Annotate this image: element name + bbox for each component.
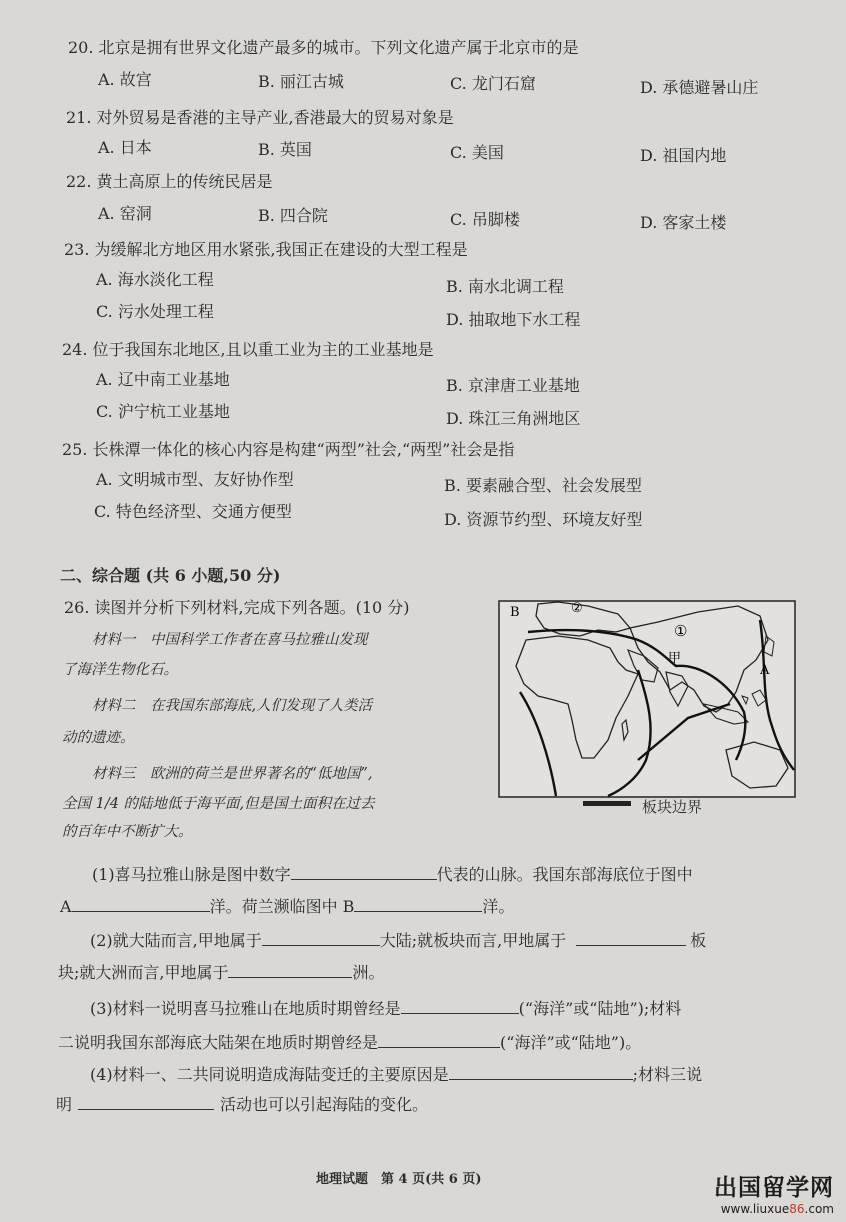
subq-2-text-c: 板 xyxy=(690,931,707,950)
watermark-url xyxy=(714,1202,834,1216)
question-23-stem: 23. 为缓解北方地区用水紧张,我国正在建设的大型工程是 xyxy=(64,240,468,259)
question-25-stem: 25. 长株潭一体化的核心内容是构建“两型”社会,“两型”社会是指 xyxy=(62,440,515,459)
q22-option-d: D. 客家土楼 xyxy=(640,213,727,232)
subq-3-text-b: (“海洋”或“陆地”);材料 xyxy=(518,999,682,1018)
subq-3-text-d: (“海洋”或“陆地”)。 xyxy=(500,1033,642,1052)
answer-blank-3[interactable] xyxy=(354,896,482,912)
subq-2-text-d: 块;就大洲而言,甲地属于 xyxy=(58,963,229,982)
q20-option-b: B. 丽江古城 xyxy=(258,72,344,91)
plate-boundary-map xyxy=(498,600,796,798)
subq-1-text-c: A xyxy=(60,897,72,916)
material-3-line-3: 的百年中不断扩大。 xyxy=(62,824,193,840)
subq-4-text-b: ;材料三说 xyxy=(632,1065,703,1084)
subq-3-line-1 xyxy=(90,998,681,1019)
q24-option-d: D. 珠江三角洲地区 xyxy=(446,409,581,428)
answer-blank-5[interactable] xyxy=(576,930,686,946)
question-21-stem: 21. 对外贸易是香港的主导产业,香港最大的贸易对象是 xyxy=(66,108,454,127)
legend-boundary-line xyxy=(583,801,631,806)
watermark-url-highlight: 86 xyxy=(789,1202,805,1216)
q22-option-b: B. 四合院 xyxy=(258,206,328,225)
subq-2-line-1 xyxy=(90,930,706,951)
question-24-stem: 24. 位于我国东北地区,且以重工业为主的工业基地是 xyxy=(62,340,434,359)
subq-3-text-a: (3)材料一说明喜马拉雅山在地质时期曾经是 xyxy=(90,999,401,1018)
watermark-url-prefix: www.liuxue xyxy=(720,1202,790,1216)
answer-blank-7[interactable] xyxy=(401,998,519,1014)
map-label-b: B xyxy=(510,605,520,620)
q23-option-b: B. 南水北调工程 xyxy=(446,277,564,296)
subq-3-line-2 xyxy=(58,1032,641,1053)
q20-option-c: C. 龙门石窟 xyxy=(450,74,536,93)
q25-option-b: B. 要素融合型、社会发展型 xyxy=(444,476,642,495)
subq-1-text-a: (1)喜马拉雅山脉是图中数字 xyxy=(92,865,291,884)
legend-label: 板块边界 xyxy=(642,798,703,816)
material-2-line-1: 材料二 在我国东部海底,人们发现了人类活 xyxy=(92,698,373,714)
subq-1-line-1 xyxy=(92,864,693,885)
q21-option-d: D. 祖国内地 xyxy=(640,146,727,165)
subq-2-text-b: 大陆;就板块而言,甲地属于 xyxy=(379,931,567,950)
q21-option-b: B. 英国 xyxy=(258,140,312,159)
subq-4-line-2 xyxy=(56,1094,428,1115)
subq-1-text-d: 洋。荷兰濒临图中 B xyxy=(209,897,355,916)
answer-blank-8[interactable] xyxy=(378,1032,500,1048)
subq-2-text-a: (2)就大陆而言,甲地属于 xyxy=(90,931,262,950)
q24-option-a: A. 辽中南工业基地 xyxy=(96,370,230,389)
material-3-line-2: 全国 1/4 的陆地低于海平面,但是国土面积在过去 xyxy=(62,796,375,812)
q23-option-a: A. 海水淡化工程 xyxy=(96,270,214,289)
answer-blank-10[interactable] xyxy=(78,1094,214,1110)
subq-3-text-c: 二说明我国东部海底大陆架在地质时期曾经是 xyxy=(58,1033,379,1052)
subq-1-text-e: 洋。 xyxy=(482,897,515,916)
watermark-name: 出国留学网 xyxy=(714,1175,834,1201)
question-22-stem: 22. 黄土高原上的传统民居是 xyxy=(66,172,273,191)
q24-option-c: C. 沪宁杭工业基地 xyxy=(96,402,230,421)
material-1-line-1: 材料一 中国科学工作者在喜马拉雅山发现 xyxy=(92,632,368,648)
map-label-jia: 甲 xyxy=(668,651,682,666)
material-3-line-1: 材料三 欧洲的荷兰是世界著名的“低地国”, xyxy=(92,766,373,782)
material-2-line-2: 动的遗迹。 xyxy=(62,730,135,746)
answer-blank-2[interactable] xyxy=(72,896,210,912)
q25-option-d: D. 资源节约型、环境友好型 xyxy=(444,510,643,529)
subq-1-text-b: 代表的山脉。我国东部海底位于图中 xyxy=(436,865,693,884)
subq-4-text-d: 活动也可以引起海陆的变化。 xyxy=(220,1095,429,1114)
q22-option-c: C. 吊脚楼 xyxy=(450,210,520,229)
q22-option-a: A. 窑洞 xyxy=(98,204,152,223)
q23-option-d: D. 抽取地下水工程 xyxy=(446,310,581,329)
q21-option-c: C. 美国 xyxy=(450,143,504,162)
q20-option-d: D. 承德避暑山庄 xyxy=(640,78,759,97)
subq-2-text-e: 洲。 xyxy=(352,963,385,982)
map-label-2: ② xyxy=(571,601,583,616)
answer-blank-9[interactable] xyxy=(449,1064,633,1080)
map-label-a: A xyxy=(760,663,770,678)
watermark-url-suffix: .com xyxy=(804,1202,834,1216)
question-20-stem: 20. 北京是拥有世界文化遗产最多的城市。下列文化遗产属于北京市的是 xyxy=(68,38,579,57)
q24-option-b: B. 京津唐工业基地 xyxy=(446,376,580,395)
subq-4-text-c: 明 xyxy=(56,1095,73,1114)
question-26-stem: 26. 读图并分析下列材料,完成下列各题。(10 分) xyxy=(64,598,410,617)
material-1-line-2: 了海洋生物化石。 xyxy=(62,662,178,678)
q25-option-c: C. 特色经济型、交通方便型 xyxy=(94,502,292,521)
q25-option-a: A. 文明城市型、友好协作型 xyxy=(96,470,294,489)
subq-4-text-a: (4)材料一、二共同说明造成海陆变迁的主要原因是 xyxy=(90,1065,449,1084)
subq-2-line-2 xyxy=(58,962,385,983)
q23-option-c: C. 污水处理工程 xyxy=(96,302,214,321)
subq-1-line-2 xyxy=(60,896,514,917)
subq-4-line-1 xyxy=(90,1064,702,1085)
section-2-title: 二、综合题 (共 6 小题,50 分) xyxy=(60,566,281,585)
answer-blank-1[interactable] xyxy=(291,864,437,880)
site-watermark xyxy=(714,1174,834,1216)
map-label-1: ① xyxy=(674,622,688,640)
q21-option-a: A. 日本 xyxy=(98,138,152,157)
page-footer: 地理试题 第 4 页(共 6 页) xyxy=(316,1172,482,1187)
answer-blank-4[interactable] xyxy=(262,930,380,946)
answer-blank-6[interactable] xyxy=(228,962,352,978)
q20-option-a: A. 故宫 xyxy=(98,70,152,89)
